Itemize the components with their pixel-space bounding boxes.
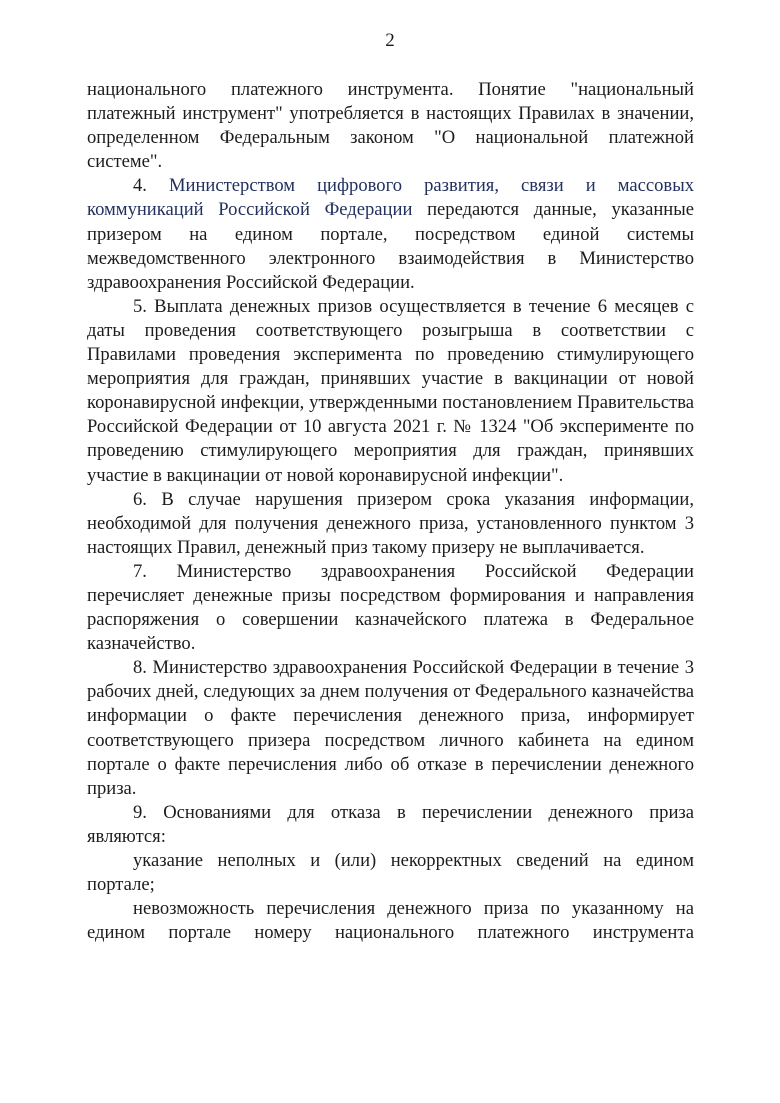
paragraph-continuation: национального платежного инструмента. Понятие "национальный платежный инструмент" употребляется в настоящих Правилах в значении, определенном Федеральным законом "О национальной платежной системе".	[87, 79, 694, 173]
paragraph-9: 9. Основаниями для отказа в перечислении денежного приза являются:	[87, 801, 694, 847]
document-body	[87, 78, 694, 945]
paragraph-4	[87, 174, 694, 294]
paragraph-7: 7. Министерство здравоохранения Российской Федерации перечисляет денежные призы посредством формирования и направления распоряжения о совершении казначейского платежа в Федеральное казначейство.	[87, 560, 694, 655]
paragraph-8: 8. Министерство здравоохранения Российской Федерации в течение 3 рабочих дней, следующих за днем получения от Федерального казначейства информации о факте перечисления денежного приза, информирует соответствующего призера посредством личного кабинета на едином портале о факте перечисления либо об отказе в перечислении денежного приза.	[87, 657, 694, 799]
page-number: 2	[385, 30, 395, 51]
paragraph-9-item-2: невозможность перечисления денежного приза по указанному на едином портале номеру национального платежного инструмента	[87, 898, 694, 944]
paragraph-4-text: передаются данные, указанные призером на едином портале, посредством единой системы межведомственного электронного взаимодействия в Министерство здравоохранения Российской Федерации.	[87, 199, 694, 293]
paragraph-4-number: 4.	[133, 175, 147, 197]
ministry-digital-link[interactable]: Министерством цифрового развития, связи и массовых коммуникаций Российской Федерации	[87, 175, 694, 221]
paragraph-5: 5. Выплата денежных призов осуществляется в течение 6 месяцев с даты проведения соответствующего розыгрыша в соответствии с Правилами проведения эксперимента по проведению стимулирующего мероприятия для граждан, принявших участие в вакцинации от новой коронавирусной инфекции, утвержденными постановлением Правительства Российской Федерации от 10 августа 2021 г. № 1324 "Об эксперименте по проведению стимулирующего мероприятия для граждан, принявших участие в вакцинации от новой коронавирусной инфекции".	[87, 295, 694, 486]
paragraph-6: 6. В случае нарушения призером срока указания информации, необходимой для получения денежного приза, установленного пунктом 3 настоящих Правил, денежный приз такому призеру не выплачивается.	[87, 488, 694, 558]
paragraph-9-item-1: указание неполных и (или) некорректных сведений на едином портале;	[87, 850, 694, 896]
